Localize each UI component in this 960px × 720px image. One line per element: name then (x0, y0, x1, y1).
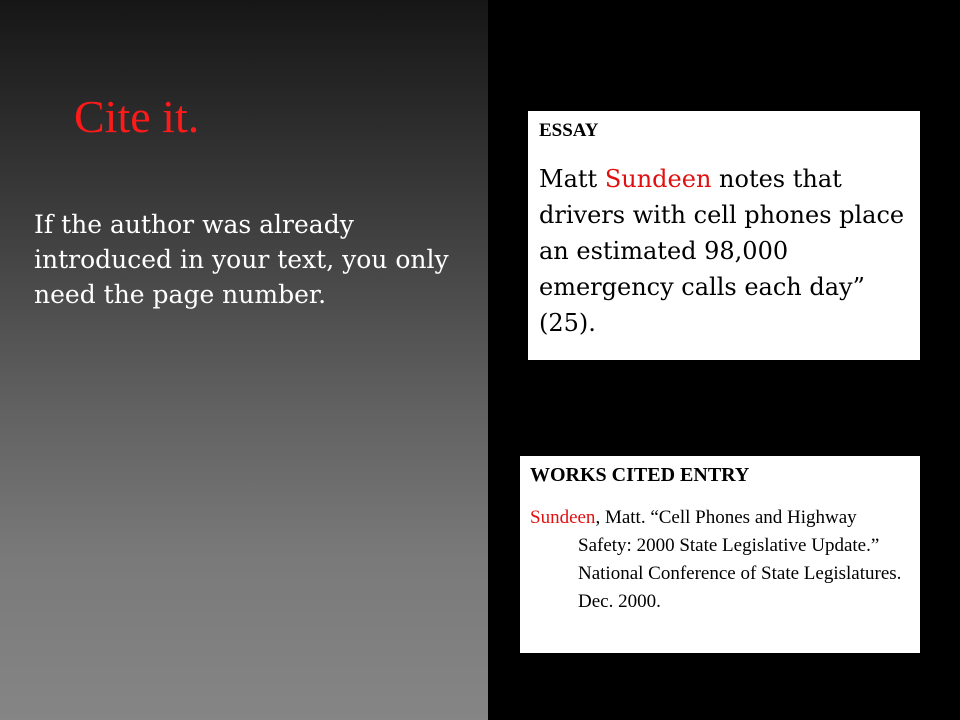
works-cited-label: WORKS CITED ENTRY (530, 464, 750, 486)
works-cited-author-highlight: Sundeen (530, 507, 596, 528)
essay-text (539, 161, 910, 341)
slide-body-text: If the author was already introduced in your text, you only need the page number. (34, 210, 449, 309)
works-cited-box (520, 456, 920, 653)
essay-text-after: notes that drivers with cell phones place an estimated 98,000 emergency calls each day” (25). (539, 165, 905, 337)
slide-title: Cite it. (74, 91, 200, 142)
essay-author-highlight: Sundeen (604, 165, 712, 193)
works-cited-entry-text: , Matt. “Cell Phones and Highway Safety: 2000 State Legislative Update.” National Conference of State Legislatures. Dec. 2000. (578, 507, 902, 612)
essay-label: ESSAY (539, 120, 599, 141)
essay-box (528, 111, 920, 360)
essay-text-before: Matt (539, 165, 605, 193)
works-cited-entry (530, 504, 912, 616)
